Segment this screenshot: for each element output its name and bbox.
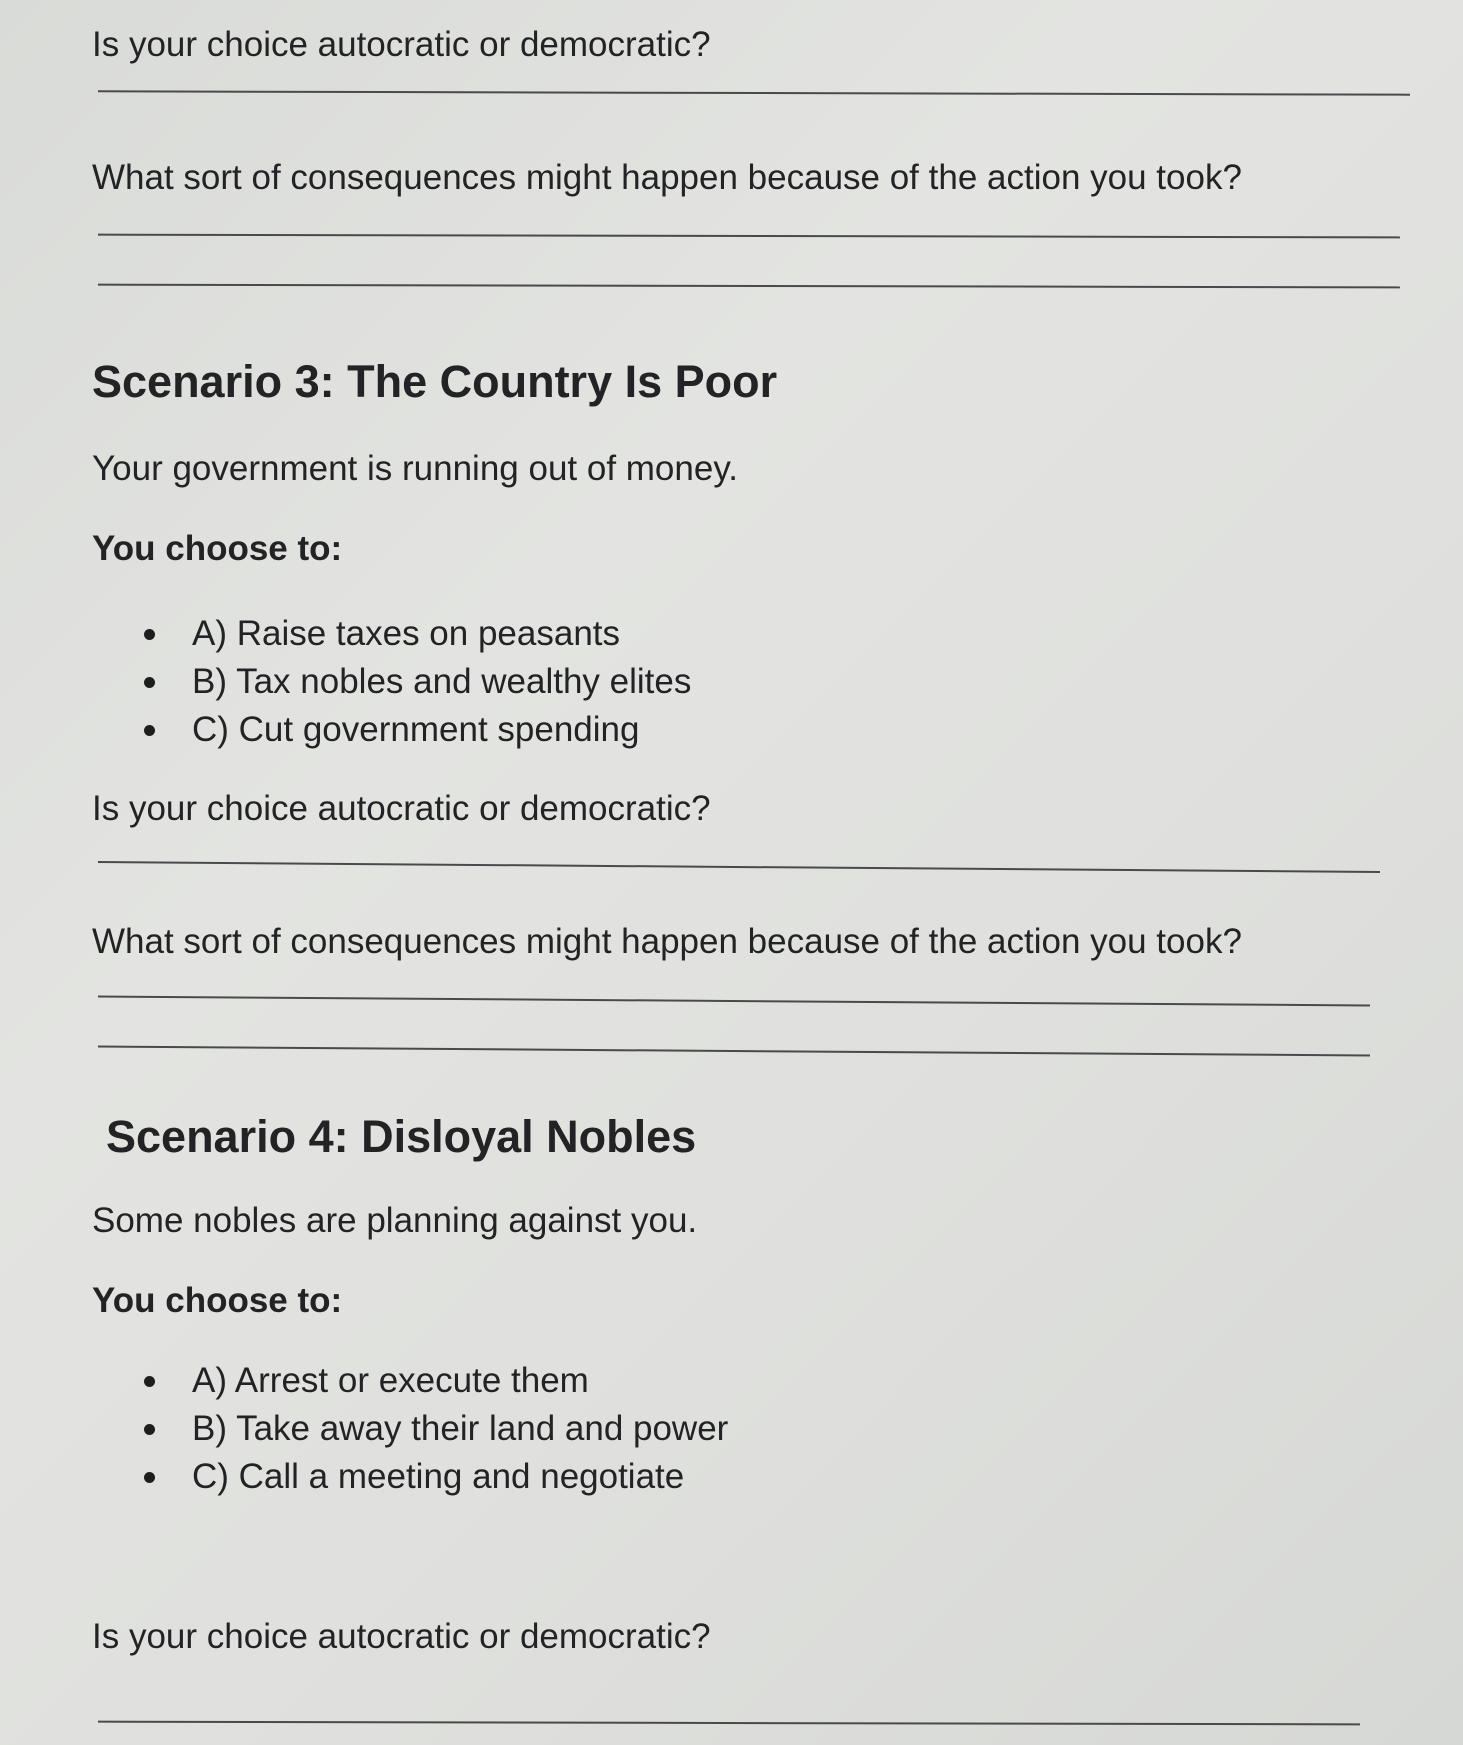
scenario-3-title: Scenario 3: The Country Is Poor [92,356,778,407]
scenario-3-option-b[interactable]: B) Tax nobles and wealthy elites [140,658,691,706]
scenario-4-title: Scenario 4: Disloyal Nobles [106,1111,697,1162]
scenario-4-option-c[interactable]: C) Call a meeting and negotiate [140,1453,728,1501]
bullet-icon [144,1376,155,1387]
question-autocratic-top: Is your choice autocratic or democratic? [92,25,711,64]
scenario-3-options [140,610,691,754]
scenario-3-answer-line-consequences-2[interactable] [98,1046,1370,1057]
bullet-icon [144,677,155,688]
scenario-4-options [140,1357,728,1501]
answer-line-consequences-top-2[interactable] [98,284,1400,289]
scenario-3-prompt: You choose to: [92,529,343,568]
scenario-3-question-autocratic: Is your choice autocratic or democratic? [92,789,711,828]
scenario-4-option-a[interactable]: A) Arrest or execute them [140,1357,728,1405]
scenario-3-question-consequences: What sort of consequences might happen because of the action you took? [92,922,1242,961]
scenario-4-intro: Some nobles are planning against you. [92,1201,698,1240]
scenario-3-answer-line-autocratic[interactable] [98,861,1380,873]
question-consequences-top: What sort of consequences might happen because of the action you took? [92,158,1242,197]
bullet-icon [144,1424,155,1435]
answer-line-consequences-top-1[interactable] [98,234,1400,239]
scenario-3-answer-line-consequences-1[interactable] [98,996,1370,1007]
scenario-3-option-c[interactable]: C) Cut government spending [140,706,691,754]
scenario-4-option-b[interactable]: B) Take away their land and power [140,1405,728,1453]
scenario-4-question-autocratic: Is your choice autocratic or democratic? [92,1617,711,1656]
scenario-4-answer-line-autocratic[interactable] [98,1721,1360,1726]
bullet-icon [144,629,155,640]
bullet-icon [144,725,155,736]
scenario-3-intro: Your government is running out of money. [92,449,738,488]
bullet-icon [144,1472,155,1483]
answer-line-autocratic-top[interactable] [98,90,1410,95]
scenario-3-option-a[interactable]: A) Raise taxes on peasants [140,610,691,658]
scenario-4-prompt: You choose to: [92,1281,343,1320]
